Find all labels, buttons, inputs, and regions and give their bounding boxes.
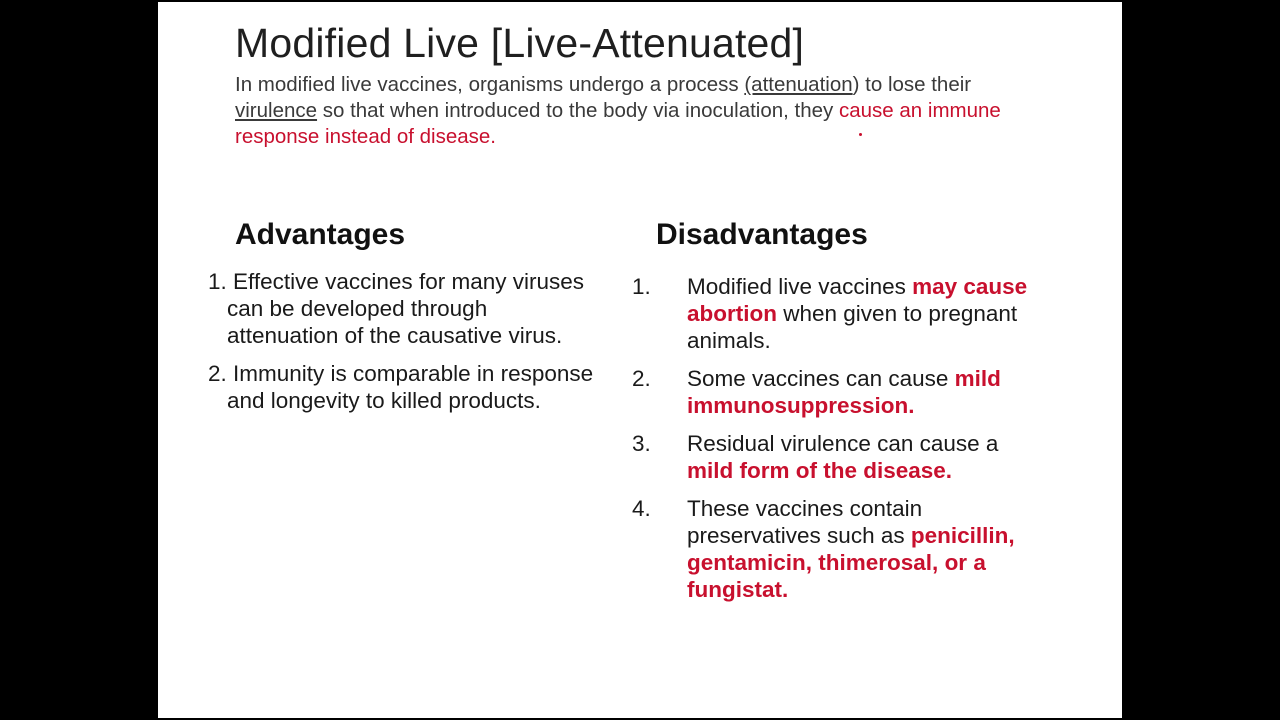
- intro-paragraph: [235, 72, 1055, 150]
- intro-text: ) to lose their: [852, 73, 972, 96]
- item-text: Residual virulence can cause a: [687, 431, 999, 456]
- disadvantages-list: [632, 273, 1032, 614]
- intro-text: In modified live vaccines, organisms undergo a process: [235, 73, 745, 96]
- disadvantage-item: [632, 365, 1032, 419]
- intro-text: so that when introduced to the body via inoculation, they: [317, 99, 839, 122]
- item-number: 4.: [632, 496, 651, 521]
- item-number: 1.: [632, 274, 651, 299]
- item-text: Some vaccines can cause: [687, 366, 955, 391]
- item-emphasis: mild immunosuppression.: [687, 366, 1001, 418]
- virulence-term: virulence: [235, 99, 318, 122]
- item-number: 1.: [208, 269, 227, 294]
- advantages-list: [208, 268, 598, 425]
- item-text: Modified live vaccines: [687, 274, 913, 299]
- item-emphasis: mild form of the disease.: [687, 458, 953, 483]
- slide-title: Modified Live [Live-Attenuated]: [235, 20, 805, 66]
- disadvantage-item: [632, 273, 1032, 354]
- item-text: when given to pregnant animals.: [687, 301, 1018, 353]
- attenuation-term: (attenuation: [744, 73, 853, 96]
- disadvantage-item: [632, 495, 1032, 603]
- item-text: Immunity is comparable in response and longevity to killed products.: [226, 361, 594, 413]
- item-number: 3.: [632, 431, 651, 456]
- item-number: 2.: [632, 366, 651, 391]
- intro-highlight: cause an immune response instead of disease.: [235, 99, 1001, 148]
- advantage-item: [208, 268, 598, 349]
- slide-canvas: [158, 2, 1122, 718]
- disadvantage-item: [632, 430, 1032, 484]
- advantages-heading: Advantages: [235, 218, 406, 251]
- item-emphasis: may cause abortion: [687, 274, 1028, 326]
- disadvantages-heading: Disadvantages: [656, 218, 868, 251]
- advantage-item: [208, 360, 598, 414]
- stray-dot: [859, 133, 862, 136]
- item-text: These vaccines contain preservatives such as: [687, 496, 923, 548]
- item-emphasis: penicillin, gentamicin, thimerosal, or a fungistat.: [687, 523, 1015, 602]
- item-number: 2.: [208, 361, 227, 386]
- item-text: Effective vaccines for many viruses can be developed through attenuation of the causative virus.: [226, 269, 584, 348]
